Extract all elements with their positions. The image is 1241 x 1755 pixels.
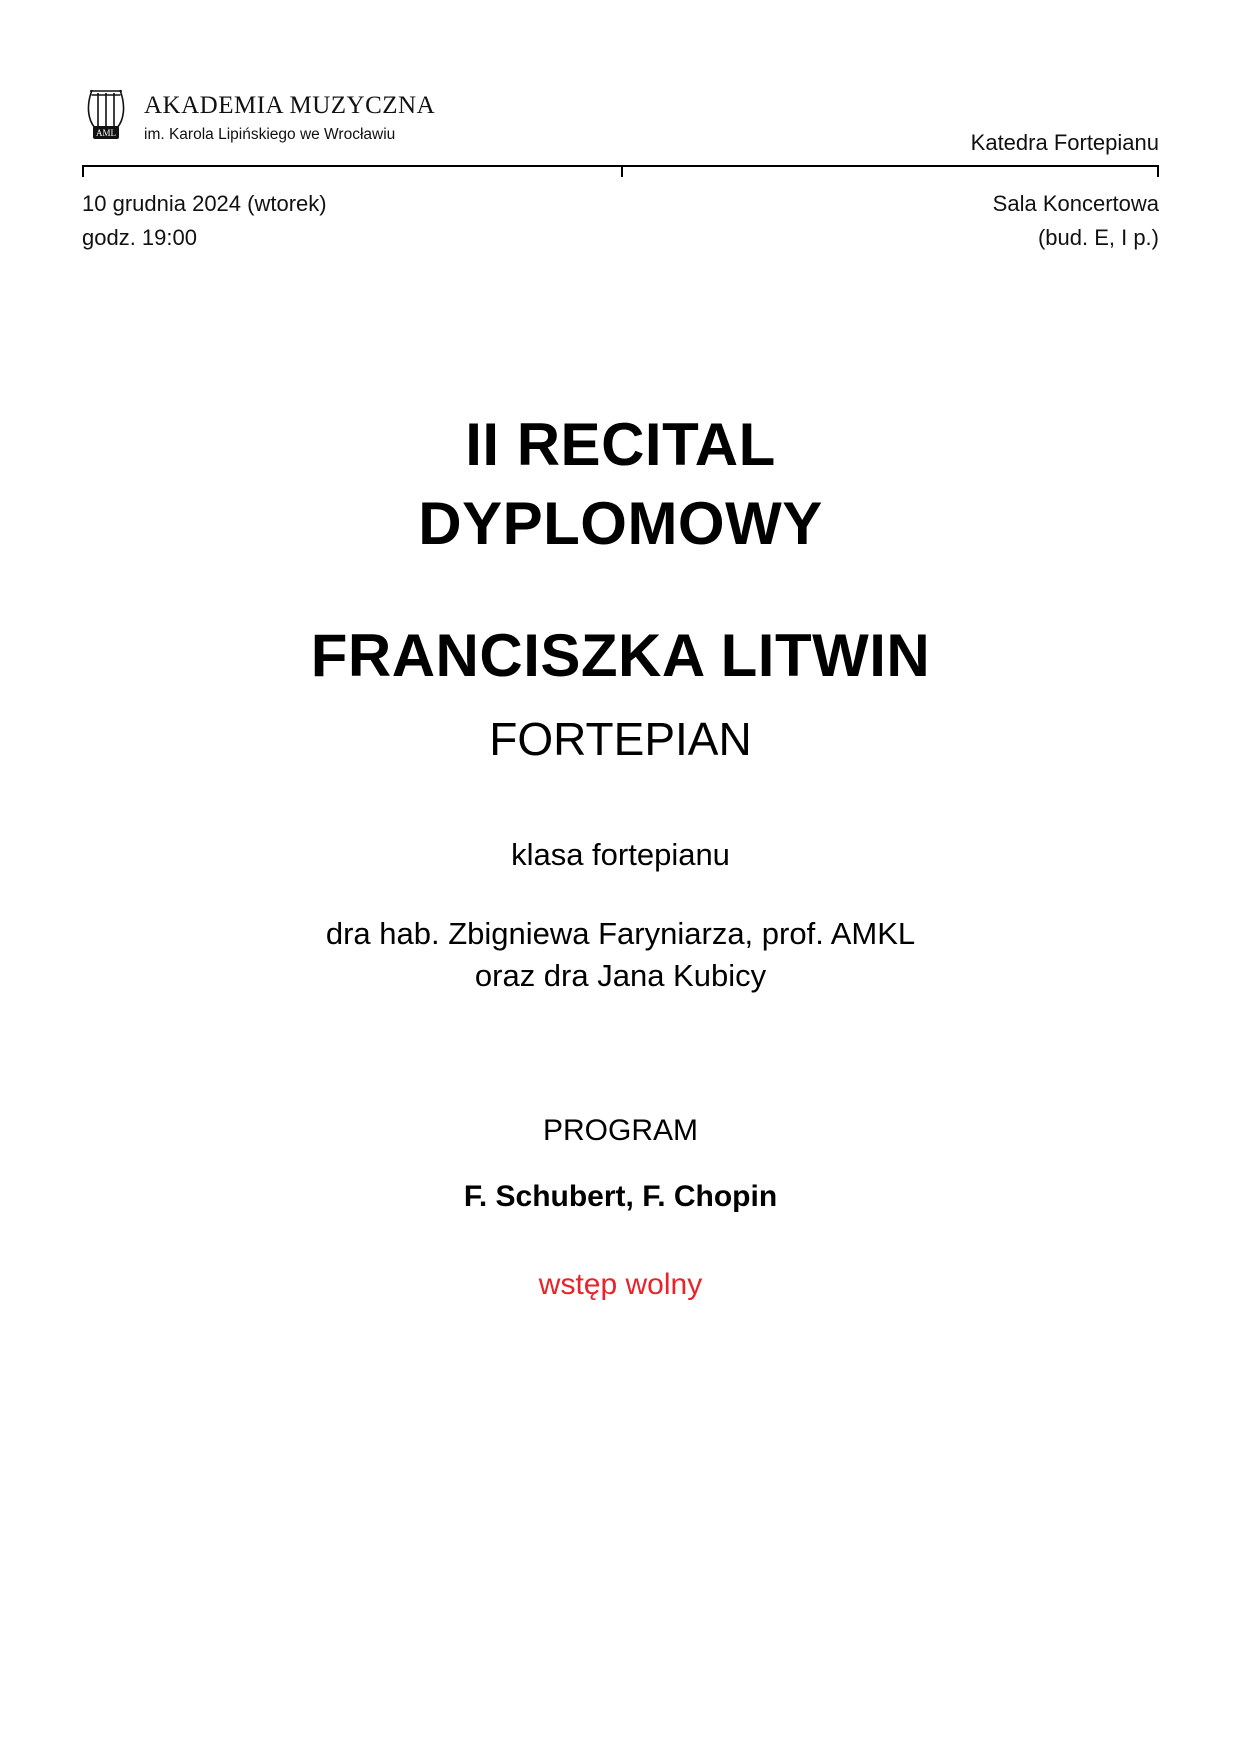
recital-title-line2: DYPLOMOWY <box>418 490 823 558</box>
teacher-line-2: oraz dra Jana Kubicy <box>474 957 767 993</box>
class-label: klasa fortepianu <box>511 836 730 872</box>
divider-tick-left <box>82 165 84 177</box>
instrument-label: FORTEPIAN <box>489 712 752 765</box>
event-venue <box>993 187 1159 255</box>
venue-detail: (bud. E, I p.) <box>1037 225 1159 251</box>
event-date: 10 grudnia 2024 (wtorek) <box>82 191 327 216</box>
poster-main <box>82 405 1159 1302</box>
program-composers: F. Schubert, F. Chopin <box>463 1180 778 1214</box>
venue-name: Sala Koncertowa <box>992 191 1159 216</box>
academy-branding <box>82 78 435 144</box>
program-label: PROGRAM <box>542 1114 698 1148</box>
divider-tick-right <box>1157 165 1159 177</box>
teacher-line-1: dra hab. Zbigniewa Faryniarza, prof. AMKL <box>325 915 916 951</box>
academy-subtitle: im. Karola Lipińskiego we Wrocławiu <box>144 125 396 143</box>
academy-name: AKADEMIA MUZYCZNA <box>144 92 436 119</box>
teachers-block <box>82 913 1159 997</box>
free-entry-note: wstęp wolny <box>538 1268 703 1302</box>
lyre-logo-icon <box>82 80 130 142</box>
poster-header <box>82 0 1159 156</box>
performer-name: FRANCISZKA LITWIN <box>310 621 931 689</box>
event-datetime <box>82 187 327 255</box>
recital-title-line1: II RECITAL <box>465 411 776 479</box>
academy-text-block <box>144 78 435 144</box>
divider-tick-middle <box>621 165 623 177</box>
svg-text:AML: AML <box>96 128 116 138</box>
header-divider <box>82 165 1159 179</box>
event-time: godz. 19:00 <box>82 225 197 251</box>
department-label: Katedra Fortepianu <box>970 130 1159 155</box>
event-info-row <box>82 187 1159 255</box>
recital-title <box>82 405 1159 563</box>
